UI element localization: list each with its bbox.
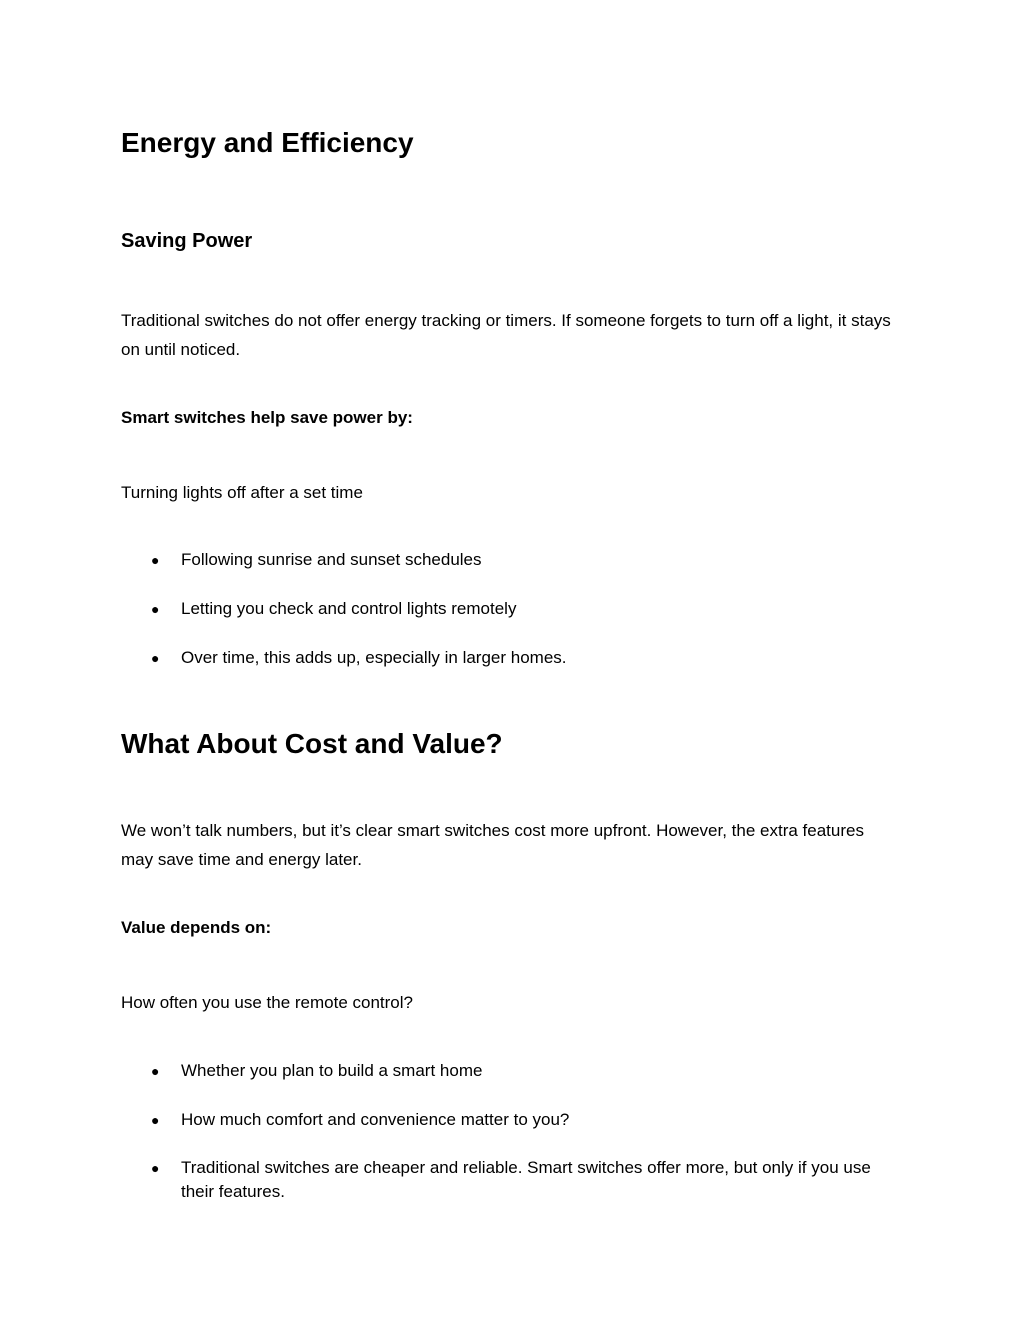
list-item-text: Whether you plan to build a smart home [181, 1061, 483, 1080]
lead-smart-switches: Smart switches help save power by: [121, 408, 413, 427]
section-title-cost-value: What About Cost and Value? [121, 728, 503, 759]
bullet-icon: ● [151, 650, 160, 666]
lead-value-depends: Value depends on: [121, 918, 272, 937]
section-title-energy: Energy and Efficiency [121, 127, 414, 158]
list-item-text: Over time, this adds up, especially in larger homes. [181, 648, 567, 667]
list-item-text: Traditional switches are cheaper and reliable. Smart switches offer more, but only if you use their features. [181, 1158, 871, 1201]
list-item-text: How much comfort and convenience matter to you? [181, 1110, 570, 1129]
bullet-icon: ● [151, 1112, 160, 1128]
list-first-item: Turning lights off after a set time [121, 483, 363, 502]
bullet-icon: ● [151, 1063, 160, 1079]
bullet-icon: ● [151, 601, 160, 617]
list-item-text: Letting you check and control lights remotely [181, 599, 517, 618]
bullet-icon: ● [151, 552, 160, 568]
list-item-text: Following sunrise and sunset schedules [181, 550, 482, 569]
subheading-saving-power: Saving Power [121, 230, 253, 252]
paragraph-cost: We won’t talk numbers, but it’s clear smart switches cost more upfront. However, the extra features may save time and energy later. [121, 821, 864, 869]
list-first-item: How often you use the remote control? [121, 993, 413, 1012]
bullet-icon: ● [151, 1160, 160, 1176]
paragraph-traditional-switches: Traditional switches do not offer energy tracking or timers. If someone forgets to turn off a light, it stays on until noticed. [121, 311, 891, 359]
